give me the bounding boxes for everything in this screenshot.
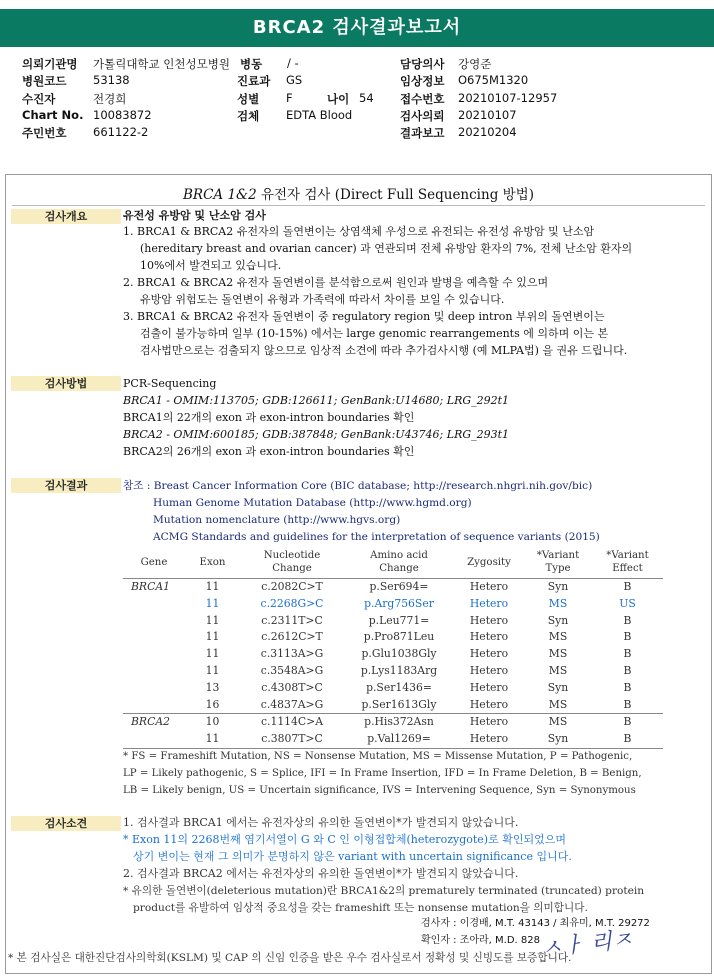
table-cell: Hetero xyxy=(469,596,509,610)
specimen-label: 검체 xyxy=(237,108,260,123)
patient-info-block xyxy=(22,56,702,142)
table-row xyxy=(123,714,663,731)
table-cell: BRCA2 xyxy=(123,714,185,731)
method-line-2: BRCA1 - OMIM:113705; GDB:126611; GenBank:U14680; LRG_292t1 xyxy=(123,394,510,407)
table-cell: MS xyxy=(524,714,592,731)
section-label-method: 검사방법 xyxy=(11,376,121,391)
table-cell: Hetero xyxy=(469,630,509,644)
table-cell: Hetero xyxy=(469,697,509,711)
section-label-results: 검사결과 xyxy=(11,478,121,493)
table-cell: Syn xyxy=(524,731,592,748)
report-title-bar xyxy=(0,9,714,47)
table-cell: c.2082C>T xyxy=(261,580,323,593)
table-cell xyxy=(123,596,185,613)
overview-line-6: 3. BRCA1 & BRCA2 유전자 돌연변이 중 regulatory region 및 deep intron 부위의 돌연변이는 xyxy=(123,310,605,323)
table-cell: US xyxy=(619,596,636,610)
table-cell: 11 xyxy=(205,647,220,661)
section-label-overview: 검사개요 xyxy=(11,209,121,224)
ref-line-4: ACMG Standards and guidelines for the interpretation of sequence variants (2015) xyxy=(153,531,600,543)
info-row-2 xyxy=(22,73,702,90)
table-cell xyxy=(123,680,185,697)
dept-value: GS xyxy=(286,73,303,88)
table-cell: c.1114C>A xyxy=(240,714,344,731)
table-cell: c.2268G>C xyxy=(260,596,324,610)
table-cell: c.2311T>C xyxy=(261,613,323,627)
col-variant-type: *Variant Type xyxy=(524,546,592,579)
col-zygosity: Zygosity xyxy=(454,546,524,579)
table-cell: MS xyxy=(548,663,568,677)
heading-divider xyxy=(12,205,705,206)
finding-line-4: 2. 검사결과 BRCA2 에서는 유전자상의 유의한 돌연변이*가 발견되지 않았습니다. xyxy=(123,867,519,880)
table-cell xyxy=(123,646,185,663)
receipt-label: 접수번호 xyxy=(400,91,445,106)
info-row-4 xyxy=(22,108,702,125)
table-row xyxy=(123,731,663,748)
report-date-label: 결과보고 xyxy=(400,126,445,141)
sex-label: 성별 xyxy=(237,91,260,106)
rrn-value: 661122-2 xyxy=(93,125,149,140)
table-cell: p.Leu771= xyxy=(368,613,430,627)
report-date-value: 20210204 xyxy=(458,125,517,140)
report-heading xyxy=(6,183,711,203)
footnote-line-2: LP = Likely pathogenic, S = Splice, IFI = In Frame Insertion, IFD = In Frame Deletion, B = Benign, xyxy=(123,768,642,779)
table-cell: B xyxy=(623,663,632,677)
table-cell: Hetero xyxy=(454,731,524,748)
doctor-label: 담당의사 xyxy=(400,57,445,71)
finding-line-1: 1. 검사결과 BRCA1 에서는 유전자상의 유의한 돌연변이*가 발견되지 않았습니다. xyxy=(123,816,519,829)
sex-value: F xyxy=(286,90,293,105)
table-cell: p.Glu1038Gly xyxy=(361,647,437,661)
table-row xyxy=(123,697,663,714)
clinical-value: O675M1320 xyxy=(458,73,529,88)
report-heading-rest: 유전자 검사 (Direct Full Sequencing 방법) xyxy=(256,187,534,203)
table-cell: B xyxy=(623,630,632,644)
request-label: 검사의뢰 xyxy=(400,108,445,123)
table-row xyxy=(123,613,663,630)
finding-line-2: * Exon 11의 2268번째 염기서열이 G 와 C 인 이형접합체(heterozygote)로 확인되었으며 xyxy=(123,833,566,846)
method-line-3: BRCA1의 22개의 exon 과 exon-intron boundaries 확인 xyxy=(123,411,415,424)
table-cell: Syn xyxy=(547,580,569,593)
table-cell: p.Ser694= xyxy=(369,580,429,593)
table-cell: p.Ser1613Gly xyxy=(361,697,437,711)
table-cell: c.3548A>G xyxy=(260,663,324,677)
ward-label: 병동 xyxy=(240,57,263,71)
overview-line-5: 유방암 위험도는 돌연변이 유형과 가족력에 따라서 차이를 보일 수 있습니다. xyxy=(140,293,505,306)
table-cell: Hetero xyxy=(469,580,509,593)
page-title: BRCA2 검사결과보고서 xyxy=(252,17,462,38)
request-value: 20210107 xyxy=(458,107,517,122)
patient-label: 수진자 xyxy=(22,91,56,106)
table-cell: 10 xyxy=(185,714,240,731)
table-cell: Hetero xyxy=(469,647,509,661)
info-row-3 xyxy=(22,91,702,108)
table-cell: MS xyxy=(548,630,568,644)
table-cell: Hetero xyxy=(469,663,509,677)
rrn-label: 주민번호 xyxy=(22,126,67,141)
col-amino-acid: Amino acid Change xyxy=(344,546,454,579)
examiner-line: 검사자 : 이경배, M.T. 43143 / 최유미, M.T. 29272 xyxy=(421,918,650,929)
inst-label: 의뢰기관명 xyxy=(22,57,78,71)
ref-line-2: Human Genome Mutation Database (http://www.hgmd.org) xyxy=(153,497,472,509)
hosp-code-value: 53138 xyxy=(93,73,130,88)
table-cell: B xyxy=(623,613,632,627)
table-cell: 11 xyxy=(205,630,220,644)
table-cell: 11 xyxy=(205,663,220,677)
table-cell: MS xyxy=(548,596,568,610)
table-cell xyxy=(123,629,185,646)
chart-label: Chart No. xyxy=(22,107,84,122)
table-cell: c.4837A>G xyxy=(260,697,324,711)
finding-line-6: product를 유발하여 임상적 중요성을 갖는 frameshift 또는 nonsense mutation을 의미합니다. xyxy=(133,902,588,914)
table-cell: B xyxy=(592,731,663,748)
col-variant-effect: *Variant Effect xyxy=(592,546,663,579)
table-cell: B xyxy=(592,714,663,731)
doctor-value: 강영준 xyxy=(458,57,492,71)
finding-line-3: 상기 변이는 현재 그 의미가 분명하지 않은 variant with uncertain significance 입니다. xyxy=(133,850,572,863)
table-cell: Syn xyxy=(547,680,569,694)
table-row-highlight xyxy=(123,596,663,613)
inst-value: 가톨릭대학교 인천성모병원 xyxy=(93,57,230,71)
table-cell: Hetero xyxy=(454,714,524,731)
overview-heading: 유전성 유방암 및 난소암 검사 xyxy=(123,209,266,222)
table-cell xyxy=(123,697,185,714)
hosp-code-label: 병원코드 xyxy=(22,74,67,89)
table-cell: B xyxy=(623,697,632,711)
table-cell: Hetero xyxy=(469,680,509,694)
table-row xyxy=(123,579,663,596)
table-cell: B xyxy=(623,647,632,661)
table-cell: p.His372Asn xyxy=(344,714,454,731)
method-line-5: BRCA2의 26개의 exon 과 exon-intron boundaries 확인 xyxy=(123,445,415,458)
col-nucleotide: Nucleotide Change xyxy=(240,546,344,579)
table-cell: c.3113A>G xyxy=(260,647,324,661)
table-cell xyxy=(123,613,185,630)
table-cell: c.3807T>C xyxy=(240,731,344,748)
col-gene: Gene xyxy=(123,546,185,579)
table-cell xyxy=(123,663,185,680)
table-cell: p.Lys1183Arg xyxy=(360,663,438,677)
receipt-value: 20210107-12957 xyxy=(458,90,558,105)
report-heading-gene: BRCA 1&2 xyxy=(183,187,257,203)
age-label: 나이 xyxy=(327,91,350,106)
table-cell: 13 xyxy=(205,680,220,694)
table-cell: c.2612C>T xyxy=(261,630,323,644)
overview-line-3: 10%에서 발견되고 있습니다. xyxy=(140,259,282,272)
table-cell: 11 xyxy=(205,596,220,610)
table-cell: p.Arg756Ser xyxy=(364,596,434,610)
info-row-5 xyxy=(22,125,702,142)
table-header-row xyxy=(123,546,663,579)
table-cell xyxy=(123,731,185,748)
table-row xyxy=(123,629,663,646)
table-cell: 11 xyxy=(205,613,220,627)
specimen-value: EDTA Blood xyxy=(286,107,353,122)
table-cell: p.Pro871Leu xyxy=(363,630,435,644)
dept-label: 진료과 xyxy=(237,74,271,89)
footnote-line-1: * FS = Frameshift Mutation, NS = Nonsense Mutation, MS = Missense Mutation, P = Pathogenic, xyxy=(123,751,633,762)
table-cell: p.Ser1436= xyxy=(366,680,432,694)
overview-line-2: (hereditary breast and ovarian cancer) 과 연관되며 전체 유방암 환자의 7%, 전체 난소암 환자의 xyxy=(140,242,633,255)
variant-table xyxy=(123,546,663,749)
table-cell: MS xyxy=(548,647,568,661)
ref-line-3: Mutation nomenclature (http://www.hgvs.org) xyxy=(153,514,401,526)
col-exon: Exon xyxy=(185,546,240,579)
ward-value: / - xyxy=(287,56,299,70)
table-row xyxy=(123,646,663,663)
finding-line-5: * 유의한 돌연변이(deleterious mutation)란 BRCA1&2의 prematurely terminated (truncated) protein xyxy=(123,885,645,897)
age-value: 54 xyxy=(359,90,374,105)
table-cell: Syn xyxy=(547,613,569,627)
table-row xyxy=(123,663,663,680)
info-row-1 xyxy=(22,56,702,73)
method-line-1: PCR-Sequencing xyxy=(123,377,217,390)
handwritten-signature: ㅅㅏ 리ㅈ xyxy=(540,927,635,962)
clinical-label: 임상정보 xyxy=(400,74,445,89)
overview-line-7: 검출이 불가능하며 일부 (10-15%) 에서는 large genomic rearrangements 에 의하며 이는 본 xyxy=(140,327,609,340)
footer-note: * 본 검사실은 대한진단검사의학회(KSLM) 및 CAP 의 신임 인증을 받은 우수 검사실로서 정확성 및 신빙도를 보증합니다. xyxy=(8,952,572,964)
overview-line-4: 2. BRCA1 & BRCA2 유전자 돌연변이를 분석함으로써 원인과 발병을 예측할 수 있으며 xyxy=(123,276,549,289)
table-cell: MS xyxy=(548,697,568,711)
overview-line-1: 1. BRCA1 & BRCA2 유전자의 돌연변이는 상염색체 우성으로 유전되는 유전성 유방암 및 난소암 xyxy=(123,225,595,238)
table-cell: BRCA1 xyxy=(131,580,170,593)
section-label-findings: 검사소견 xyxy=(11,816,121,831)
table-cell: c.4308T>C xyxy=(261,680,323,694)
table-cell: B xyxy=(623,580,632,593)
method-line-4: BRCA2 - OMIM:600185; GDB:387848; GenBank:U43746; LRG_293t1 xyxy=(123,428,510,441)
table-cell: 11 xyxy=(185,731,240,748)
table-cell: 16 xyxy=(205,697,220,711)
table-cell: p.Val1269= xyxy=(344,731,454,748)
ref-line-1: 참조 : Breast Cancer Information Core (BIC database; http://research.nhgri.nih.gov/bic) xyxy=(123,480,593,492)
table-row xyxy=(123,680,663,697)
overview-line-8: 검사법만으로는 검출되지 않으므로 임상적 소견에 따라 추가검사시행 (예 MLPA법) 을 권유 드립니다. xyxy=(140,344,628,357)
report-body xyxy=(5,174,712,974)
footnote-line-3: LB = Likely benign, US = Uncertain significance, IVS = Intervening Sequence, Syn = Synonymous xyxy=(123,785,636,796)
confirmer-line: 확인자 : 조아라, M.D. 828 xyxy=(421,935,540,946)
table-cell: Hetero xyxy=(469,613,509,627)
table-cell: B xyxy=(623,680,632,694)
chart-value: 10083872 xyxy=(93,107,152,122)
table-cell: 11 xyxy=(205,580,220,593)
patient-value: 전경희 xyxy=(93,91,127,106)
